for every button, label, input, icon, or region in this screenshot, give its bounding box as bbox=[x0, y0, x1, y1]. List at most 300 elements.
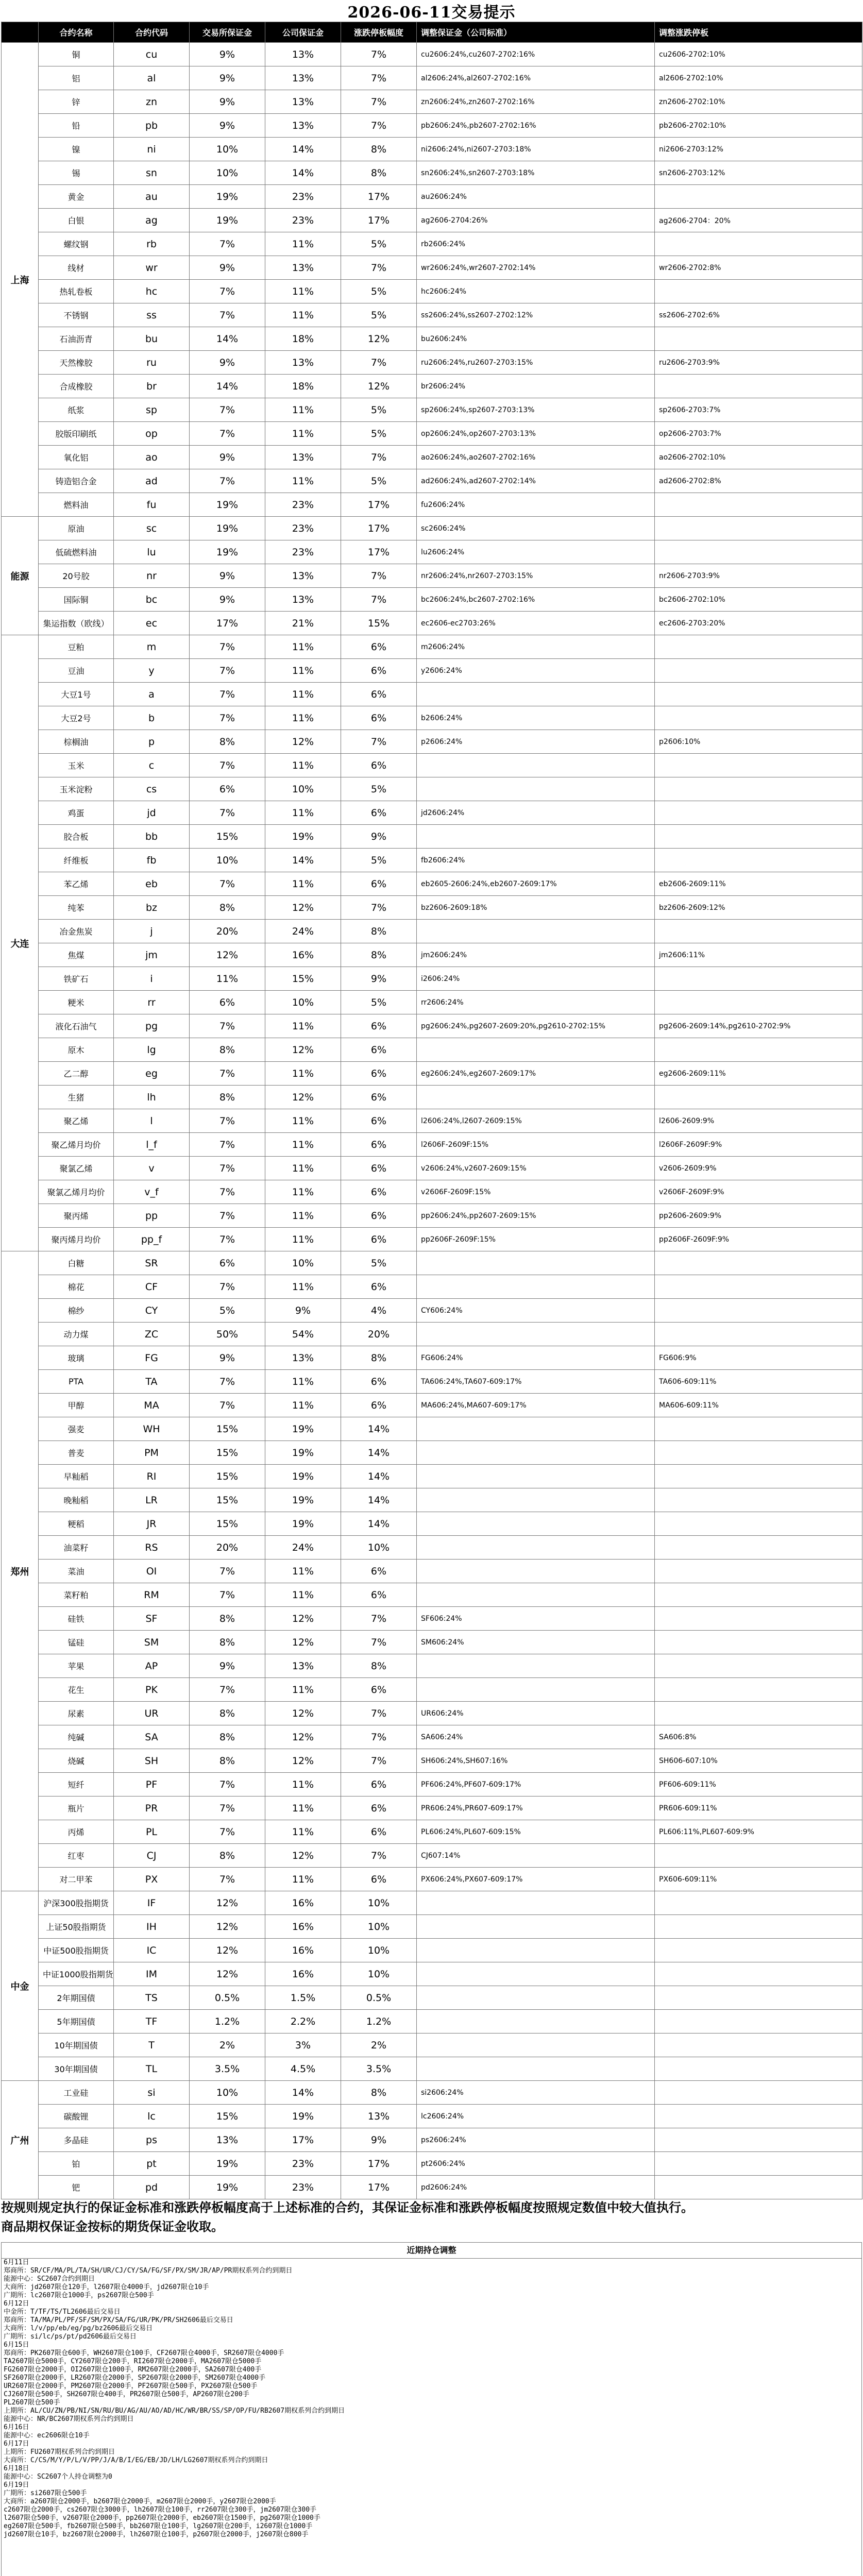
company-margin-cell: 11% bbox=[265, 1133, 341, 1157]
contract-code-cell: WH bbox=[114, 1417, 190, 1441]
contract-code-cell: CF bbox=[114, 1275, 190, 1299]
table-row bbox=[2, 2010, 862, 2033]
company-margin-cell: 11% bbox=[265, 303, 341, 327]
adjusted-limit-cell: MA606-609:11% bbox=[655, 1394, 862, 1417]
company-margin-cell: 11% bbox=[265, 706, 341, 730]
exchange-margin-cell: 7% bbox=[190, 280, 265, 303]
adjusted-limit-cell bbox=[655, 493, 862, 517]
exchange-margin-cell: 9% bbox=[190, 588, 265, 612]
adjusted-limit-cell: PL606:11%,PL607-609:9% bbox=[655, 1820, 862, 1844]
adjusted-margin-cell: eb2605-2606:24%,eb2607-2609:17% bbox=[417, 872, 655, 896]
adjusted-limit-cell bbox=[655, 1844, 862, 1868]
contract-name-cell: 聚氯乙烯月均价 bbox=[39, 1180, 114, 1204]
adjusted-limit-cell: jm2606:11% bbox=[655, 943, 862, 967]
contract-name-cell: 强麦 bbox=[39, 1417, 114, 1441]
price-limit-cell: 8% bbox=[341, 2081, 417, 2105]
adjusted-limit-cell bbox=[655, 327, 862, 351]
exchange-margin-cell: 7% bbox=[190, 754, 265, 777]
table-row bbox=[2, 1465, 862, 1488]
exchange-margin-cell: 10% bbox=[190, 161, 265, 185]
price-limit-cell: 8% bbox=[341, 1346, 417, 1370]
exchange-margin-cell: 7% bbox=[190, 683, 265, 706]
company-margin-cell: 11% bbox=[265, 635, 341, 659]
contract-code-cell: PL bbox=[114, 1820, 190, 1844]
exchange-margin-cell: 8% bbox=[190, 1702, 265, 1725]
company-margin-cell: 12% bbox=[265, 1038, 341, 1062]
adjusted-limit-cell: al2606-2702:10% bbox=[655, 66, 862, 90]
exchange-margin-cell: 17% bbox=[190, 612, 265, 635]
table-row bbox=[2, 1631, 862, 1654]
adjusted-margin-cell bbox=[417, 1915, 655, 1939]
adjusted-margin-cell: m2606:24% bbox=[417, 635, 655, 659]
table-row bbox=[2, 825, 862, 849]
contract-name-cell: 纸浆 bbox=[39, 398, 114, 422]
contract-name-cell: 硅铁 bbox=[39, 1607, 114, 1631]
exchange-cell: 上海 bbox=[2, 43, 39, 517]
adjusted-limit-cell: l2606-2609:9% bbox=[655, 1109, 862, 1133]
adjusted-margin-cell bbox=[417, 683, 655, 706]
adjusted-margin-cell bbox=[417, 1654, 655, 1678]
contract-code-cell: pd bbox=[114, 2176, 190, 2199]
contract-name-cell: 棕榈油 bbox=[39, 730, 114, 754]
recent-adjustment-line: 大商所：C/CS/M/Y/P/L/V/PP/J/A/B/I/EG/EB/JD/LH/LG2607期权系列合约到期日 bbox=[4, 2456, 268, 2464]
contract-code-cell: PM bbox=[114, 1441, 190, 1465]
price-limit-cell: 17% bbox=[341, 209, 417, 232]
adjusted-margin-cell bbox=[417, 1512, 655, 1536]
table-row bbox=[2, 185, 862, 209]
adjusted-limit-cell bbox=[655, 1465, 862, 1488]
table-row bbox=[2, 1536, 862, 1560]
contract-code-cell: JR bbox=[114, 1512, 190, 1536]
rules-note bbox=[1, 2198, 862, 2236]
contract-name-cell: 玉米淀粉 bbox=[39, 777, 114, 801]
adjusted-margin-cell: SH606:24%,SH607:16% bbox=[417, 1749, 655, 1773]
exchange-margin-cell: 7% bbox=[190, 659, 265, 683]
exchange-margin-cell: 7% bbox=[190, 872, 265, 896]
adjusted-limit-cell bbox=[655, 232, 862, 256]
adjusted-limit-cell bbox=[655, 754, 862, 777]
company-margin-cell: 11% bbox=[265, 1560, 341, 1583]
contract-code-cell: TL bbox=[114, 2057, 190, 2081]
price-limit-cell: 5% bbox=[341, 849, 417, 872]
price-limit-cell: 10% bbox=[341, 1891, 417, 1915]
adjusted-limit-cell bbox=[655, 1251, 862, 1275]
contract-name-cell: 线材 bbox=[39, 256, 114, 280]
table-row bbox=[2, 706, 862, 730]
price-limit-cell: 6% bbox=[341, 1678, 417, 1702]
exchange-margin-cell: 14% bbox=[190, 327, 265, 351]
company-margin-cell: 14% bbox=[265, 161, 341, 185]
table-row bbox=[2, 849, 862, 872]
exchange-margin-cell: 1.2% bbox=[190, 2010, 265, 2033]
recent-adjustment-line: 能源中心：ec2606限仓10手 bbox=[4, 2432, 90, 2439]
exchange-margin-cell: 15% bbox=[190, 1512, 265, 1536]
contract-code-cell: b bbox=[114, 706, 190, 730]
recent-adjustment-line: 郑商所：PK2607限仓600手，WH2607限仓100手，CF2607限仓4000手，SR2607限仓4000手 bbox=[4, 2349, 284, 2357]
adjusted-limit-cell bbox=[655, 683, 862, 706]
recent-adjustment-line: 6月11日 bbox=[4, 2259, 29, 2266]
exchange-margin-cell: 7% bbox=[190, 232, 265, 256]
company-margin-cell: 23% bbox=[265, 2152, 341, 2176]
adjusted-margin-cell: sn2606:24%,sn2607-2703:18% bbox=[417, 161, 655, 185]
adjusted-limit-cell bbox=[655, 2128, 862, 2152]
table-row bbox=[2, 1488, 862, 1512]
contract-name-cell: 热轧卷板 bbox=[39, 280, 114, 303]
price-limit-cell: 6% bbox=[341, 1109, 417, 1133]
contract-name-cell: 铸造铝合金 bbox=[39, 469, 114, 493]
company-margin-cell: 19% bbox=[265, 1441, 341, 1465]
adjusted-margin-cell: al2606:24%,al2607-2702:16% bbox=[417, 66, 655, 90]
table-row bbox=[2, 1773, 862, 1797]
table-row bbox=[2, 517, 862, 540]
adjusted-margin-cell: jm2606:24% bbox=[417, 943, 655, 967]
exchange-margin-cell: 7% bbox=[190, 1180, 265, 1204]
recent-adjustment-line: 大商所：jd2607限仓120手，l2607限仓4000手，jd2607限仓10手 bbox=[4, 2283, 209, 2291]
exchange-margin-cell: 2% bbox=[190, 2033, 265, 2057]
exchange-margin-cell: 11% bbox=[190, 967, 265, 991]
header-adjusted-margin: 调整保证金（公司标准） bbox=[417, 22, 655, 43]
table-row bbox=[2, 1228, 862, 1251]
company-margin-cell: 12% bbox=[265, 1086, 341, 1109]
price-limit-cell: 14% bbox=[341, 1465, 417, 1488]
contract-code-cell: pt bbox=[114, 2152, 190, 2176]
contract-code-cell: j bbox=[114, 920, 190, 943]
contract-name-cell: 棉花 bbox=[39, 1275, 114, 1299]
contract-code-cell: sc bbox=[114, 517, 190, 540]
company-margin-cell: 11% bbox=[265, 1678, 341, 1702]
adjusted-limit-cell bbox=[655, 1488, 862, 1512]
contract-name-cell: 中证1000股指期货 bbox=[39, 1962, 114, 1986]
price-limit-cell: 5% bbox=[341, 777, 417, 801]
company-margin-cell: 11% bbox=[265, 1773, 341, 1797]
contract-name-cell: 尿素 bbox=[39, 1702, 114, 1725]
price-limit-cell: 7% bbox=[341, 564, 417, 588]
table-row bbox=[2, 1346, 862, 1370]
recent-adjustments-list bbox=[2, 2259, 861, 2539]
contract-name-cell: 短纤 bbox=[39, 1773, 114, 1797]
adjusted-limit-cell bbox=[655, 1417, 862, 1441]
contract-code-cell: PK bbox=[114, 1678, 190, 1702]
contract-code-cell: RS bbox=[114, 1536, 190, 1560]
company-margin-cell: 2.2% bbox=[265, 2010, 341, 2033]
adjusted-margin-cell bbox=[417, 1251, 655, 1275]
company-margin-cell: 14% bbox=[265, 849, 341, 872]
recent-adjustment-line: 上期所：FU2607期权系列合约到期日 bbox=[4, 2448, 115, 2456]
recent-adjustment-line: 6月18日 bbox=[4, 2465, 29, 2472]
adjusted-limit-cell: ec2606-2703:20% bbox=[655, 612, 862, 635]
adjusted-limit-cell: zn2606-2702:10% bbox=[655, 90, 862, 114]
adjusted-limit-cell bbox=[655, 849, 862, 872]
recent-adjustment-line: CJ2607限仓500手，SH2607限仓400手，PR2607限仓500手，AP2607限仓200手 bbox=[4, 2391, 249, 2398]
price-limit-cell: 4% bbox=[341, 1299, 417, 1323]
contract-code-cell: jm bbox=[114, 943, 190, 967]
price-limit-cell: 6% bbox=[341, 1038, 417, 1062]
contract-code-cell: jd bbox=[114, 801, 190, 825]
company-margin-cell: 19% bbox=[265, 1488, 341, 1512]
contract-name-cell: 聚丙烯月均价 bbox=[39, 1228, 114, 1251]
adjusted-margin-cell: pg2606:24%,pg2607-2609:20%,pg2610-2702:15% bbox=[417, 1014, 655, 1038]
price-limit-cell: 13% bbox=[341, 2105, 417, 2128]
price-limit-cell: 5% bbox=[341, 232, 417, 256]
exchange-margin-cell: 7% bbox=[190, 1583, 265, 1607]
exchange-margin-cell: 0.5% bbox=[190, 1986, 265, 2010]
company-margin-cell: 11% bbox=[265, 754, 341, 777]
exchange-margin-cell: 7% bbox=[190, 1204, 265, 1228]
table-row bbox=[2, 801, 862, 825]
adjusted-limit-cell: bz2606-2609:12% bbox=[655, 896, 862, 920]
contract-name-cell: 天然橡胶 bbox=[39, 351, 114, 375]
contract-name-cell: 碳酸锂 bbox=[39, 2105, 114, 2128]
table-row bbox=[2, 43, 862, 66]
company-margin-cell: 21% bbox=[265, 612, 341, 635]
contract-code-cell: fb bbox=[114, 849, 190, 872]
adjusted-margin-cell: PF606:24%,PF607-609:17% bbox=[417, 1773, 655, 1797]
price-limit-cell: 6% bbox=[341, 1820, 417, 1844]
adjusted-margin-cell: nr2606:24%,nr2607-2703:15% bbox=[417, 564, 655, 588]
adjusted-limit-cell bbox=[655, 2176, 862, 2199]
adjusted-limit-cell bbox=[655, 1536, 862, 1560]
adjusted-margin-cell bbox=[417, 1417, 655, 1441]
contract-code-cell: RI bbox=[114, 1465, 190, 1488]
table-row bbox=[2, 2105, 862, 2128]
adjusted-margin-cell: pp2606:24%,pp2607-2609:15% bbox=[417, 1204, 655, 1228]
price-limit-cell: 9% bbox=[341, 2128, 417, 2152]
company-margin-cell: 13% bbox=[265, 66, 341, 90]
exchange-cell: 中金 bbox=[2, 1891, 39, 2081]
recent-adjustment-line: c2607限仓2000手，cs2607限仓3000手，lh2607限仓100手，rr2607限仓300手，jm2607限仓300手 bbox=[4, 2506, 317, 2514]
contract-code-cell: lc bbox=[114, 2105, 190, 2128]
company-margin-cell: 10% bbox=[265, 777, 341, 801]
contract-name-cell: 白银 bbox=[39, 209, 114, 232]
adjusted-limit-cell: op2606-2703:7% bbox=[655, 422, 862, 446]
contract-name-cell: 铁矿石 bbox=[39, 967, 114, 991]
price-limit-cell: 12% bbox=[341, 375, 417, 398]
contract-code-cell: v bbox=[114, 1157, 190, 1180]
price-limit-cell: 6% bbox=[341, 1014, 417, 1038]
adjusted-limit-cell bbox=[655, 2057, 862, 2081]
contract-name-cell: 多晶硅 bbox=[39, 2128, 114, 2152]
table-row bbox=[2, 2033, 862, 2057]
price-limit-cell: 8% bbox=[341, 1654, 417, 1678]
exchange-margin-cell: 8% bbox=[190, 730, 265, 754]
contract-code-cell: bz bbox=[114, 896, 190, 920]
contract-code-cell: al bbox=[114, 66, 190, 90]
recent-adjustment-line: UR2607限仓2000手，PM2607限仓2000手，PF2607限仓500手，PX2607限仓500手 bbox=[4, 2382, 258, 2390]
contract-code-cell: ps bbox=[114, 2128, 190, 2152]
adjusted-limit-cell bbox=[655, 706, 862, 730]
exchange-margin-cell: 8% bbox=[190, 1607, 265, 1631]
adjusted-margin-cell: UR606:24% bbox=[417, 1702, 655, 1725]
contract-name-cell: 聚氯乙烯 bbox=[39, 1157, 114, 1180]
contract-code-cell: l_f bbox=[114, 1133, 190, 1157]
adjusted-limit-cell: PX606-609:11% bbox=[655, 1868, 862, 1891]
adjusted-limit-cell: eg2606-2609:11% bbox=[655, 1062, 862, 1086]
adjusted-limit-cell bbox=[655, 967, 862, 991]
contract-code-cell: pp bbox=[114, 1204, 190, 1228]
contract-code-cell: rb bbox=[114, 232, 190, 256]
recent-position-adjustments bbox=[1, 2242, 862, 2576]
exchange-margin-cell: 19% bbox=[190, 517, 265, 540]
company-margin-cell: 3% bbox=[265, 2033, 341, 2057]
recent-adjustment-line: 能源中心：SC2607个人持仓调整为0 bbox=[4, 2473, 112, 2481]
exchange-margin-cell: 12% bbox=[190, 1962, 265, 1986]
contract-code-cell: wr bbox=[114, 256, 190, 280]
recent-adjustment-line: eg2607限仓500手，fb2607限仓500手，bb2607限仓100手，lg2607限仓200手，i2607限仓1000手 bbox=[4, 2522, 313, 2530]
adjusted-margin-cell: TA606:24%,TA607-609:17% bbox=[417, 1370, 655, 1394]
exchange-margin-cell: 7% bbox=[190, 1275, 265, 1299]
table-row bbox=[2, 967, 862, 991]
recent-adjustment-line: 能源中心：SC2607合约到期日 bbox=[4, 2275, 95, 2283]
company-margin-cell: 11% bbox=[265, 280, 341, 303]
table-row bbox=[2, 375, 862, 398]
contract-name-cell: 低硫燃料油 bbox=[39, 540, 114, 564]
contract-code-cell: TA bbox=[114, 1370, 190, 1394]
adjusted-margin-cell: cu2606:24%,cu2607-2702:16% bbox=[417, 43, 655, 66]
contract-code-cell: SR bbox=[114, 1251, 190, 1275]
adjusted-limit-cell: l2606F-2609F:9% bbox=[655, 1133, 862, 1157]
exchange-margin-cell: 7% bbox=[190, 801, 265, 825]
contract-name-cell: 晚籼稻 bbox=[39, 1488, 114, 1512]
price-limit-cell: 5% bbox=[341, 280, 417, 303]
contract-name-cell: 白糖 bbox=[39, 1251, 114, 1275]
contract-code-cell: eb bbox=[114, 872, 190, 896]
adjusted-margin-cell: SA606:24% bbox=[417, 1725, 655, 1749]
recent-adjustment-line: 上期所：AL/CU/ZN/PB/NI/SN/RU/BU/AG/AU/AO/AD/HC/WR/BR/SS/SP/OP/FU/RB2607期权系列合约到期日 bbox=[4, 2407, 345, 2415]
adjusted-margin-cell: ps2606:24% bbox=[417, 2128, 655, 2152]
company-margin-cell: 11% bbox=[265, 1797, 341, 1820]
adjusted-margin-cell: pb2606:24%,pb2607-2702:16% bbox=[417, 114, 655, 138]
exchange-margin-cell: 15% bbox=[190, 1465, 265, 1488]
price-limit-cell: 6% bbox=[341, 683, 417, 706]
table-row bbox=[2, 1702, 862, 1725]
contract-name-cell: 镍 bbox=[39, 138, 114, 161]
table-row bbox=[2, 1086, 862, 1109]
contract-code-cell: ec bbox=[114, 612, 190, 635]
contract-code-cell: fu bbox=[114, 493, 190, 517]
header-contract-code: 合约代码 bbox=[114, 22, 190, 43]
adjusted-limit-cell: FG606:9% bbox=[655, 1346, 862, 1370]
contract-name-cell: 铂 bbox=[39, 2152, 114, 2176]
adjusted-margin-cell bbox=[417, 2057, 655, 2081]
contract-name-cell: 豆粕 bbox=[39, 635, 114, 659]
adjusted-limit-cell: ad2606-2702:8% bbox=[655, 469, 862, 493]
company-margin-cell: 16% bbox=[265, 1939, 341, 1962]
price-limit-cell: 14% bbox=[341, 1512, 417, 1536]
adjusted-margin-cell: eg2606:24%,eg2607-2609:17% bbox=[417, 1062, 655, 1086]
adjusted-limit-cell bbox=[655, 2105, 862, 2128]
adjusted-margin-cell bbox=[417, 1441, 655, 1465]
recent-adjustment-line: FG2607限仓2000手，OI2607限仓1000手，RM2607限仓2000手，SA2607限仓400手 bbox=[4, 2366, 262, 2374]
contract-name-cell: 锡 bbox=[39, 161, 114, 185]
contract-name-cell: 5年期国债 bbox=[39, 2010, 114, 2033]
recent-adjustment-line: 广期所：lc2607限仓1000手，ps2607限仓500手 bbox=[4, 2292, 154, 2299]
company-margin-cell: 16% bbox=[265, 1891, 341, 1915]
exchange-margin-cell: 12% bbox=[190, 1915, 265, 1939]
exchange-margin-cell: 9% bbox=[190, 256, 265, 280]
adjusted-limit-cell: ss2606-2702:6% bbox=[655, 303, 862, 327]
adjusted-margin-cell: PL606:24%,PL607-609:15% bbox=[417, 1820, 655, 1844]
contract-code-cell: cs bbox=[114, 777, 190, 801]
exchange-margin-cell: 50% bbox=[190, 1323, 265, 1346]
adjusted-margin-cell: l2606:24%,l2607-2609:15% bbox=[417, 1109, 655, 1133]
adjusted-limit-cell: ao2606-2702:10% bbox=[655, 446, 862, 469]
company-margin-cell: 11% bbox=[265, 1820, 341, 1844]
adjusted-limit-cell bbox=[655, 2033, 862, 2057]
adjusted-limit-cell bbox=[655, 2152, 862, 2176]
contract-name-cell: 丙烯 bbox=[39, 1820, 114, 1844]
contract-code-cell: y bbox=[114, 659, 190, 683]
contract-code-cell: IF bbox=[114, 1891, 190, 1915]
header-exchange-margin: 交易所保证金 bbox=[190, 22, 265, 43]
company-margin-cell: 19% bbox=[265, 1512, 341, 1536]
table-row bbox=[2, 896, 862, 920]
adjusted-margin-cell: ag2606-2704:26% bbox=[417, 209, 655, 232]
price-limit-cell: 10% bbox=[341, 1939, 417, 1962]
company-margin-cell: 18% bbox=[265, 375, 341, 398]
adjusted-limit-cell bbox=[655, 517, 862, 540]
adjusted-margin-cell: sp2606:24%,sp2607-2703:13% bbox=[417, 398, 655, 422]
contract-name-cell: 棉纱 bbox=[39, 1299, 114, 1323]
contract-name-cell: 早籼稻 bbox=[39, 1465, 114, 1488]
company-margin-cell: 12% bbox=[265, 730, 341, 754]
price-limit-cell: 15% bbox=[341, 612, 417, 635]
contract-name-cell: 铝 bbox=[39, 66, 114, 90]
contract-code-cell: m bbox=[114, 635, 190, 659]
adjusted-limit-cell: eb2606-2609:11% bbox=[655, 872, 862, 896]
adjusted-margin-cell: au2606:24% bbox=[417, 185, 655, 209]
price-limit-cell: 6% bbox=[341, 1086, 417, 1109]
table-row bbox=[2, 1062, 862, 1086]
adjusted-limit-cell: PF606-609:11% bbox=[655, 1773, 862, 1797]
contract-name-cell: 甲醇 bbox=[39, 1394, 114, 1417]
contract-code-cell: br bbox=[114, 375, 190, 398]
table-row bbox=[2, 1038, 862, 1062]
contract-name-cell: 聚乙烯月均价 bbox=[39, 1133, 114, 1157]
contract-name-cell: 焦煤 bbox=[39, 943, 114, 967]
contract-code-cell: a bbox=[114, 683, 190, 706]
price-limit-cell: 7% bbox=[341, 90, 417, 114]
contract-name-cell: 胶合板 bbox=[39, 825, 114, 849]
company-margin-cell: 17% bbox=[265, 2128, 341, 2152]
contract-code-cell: bc bbox=[114, 588, 190, 612]
exchange-margin-cell: 14% bbox=[190, 375, 265, 398]
adjusted-limit-cell: wr2606-2702:8% bbox=[655, 256, 862, 280]
adjusted-margin-cell bbox=[417, 1939, 655, 1962]
contract-name-cell: 锌 bbox=[39, 90, 114, 114]
contract-code-cell: SM bbox=[114, 1631, 190, 1654]
exchange-margin-cell: 7% bbox=[190, 1370, 265, 1394]
contract-code-cell: PR bbox=[114, 1797, 190, 1820]
table-row bbox=[2, 564, 862, 588]
contract-code-cell: sn bbox=[114, 161, 190, 185]
adjusted-margin-cell: si2606:24% bbox=[417, 2081, 655, 2105]
price-limit-cell: 6% bbox=[341, 706, 417, 730]
table-row bbox=[2, 1417, 862, 1441]
exchange-margin-cell: 7% bbox=[190, 398, 265, 422]
adjusted-limit-cell bbox=[655, 801, 862, 825]
price-limit-cell: 2% bbox=[341, 2033, 417, 2057]
company-margin-cell: 13% bbox=[265, 351, 341, 375]
adjusted-margin-cell bbox=[417, 1891, 655, 1915]
exchange-margin-cell: 7% bbox=[190, 1678, 265, 1702]
contract-name-cell: 10年期国债 bbox=[39, 2033, 114, 2057]
contract-code-cell: p bbox=[114, 730, 190, 754]
table-row bbox=[2, 1299, 862, 1323]
company-margin-cell: 12% bbox=[265, 1844, 341, 1868]
contract-name-cell: 大豆1号 bbox=[39, 683, 114, 706]
adjusted-margin-cell bbox=[417, 1962, 655, 1986]
table-row bbox=[2, 730, 862, 754]
